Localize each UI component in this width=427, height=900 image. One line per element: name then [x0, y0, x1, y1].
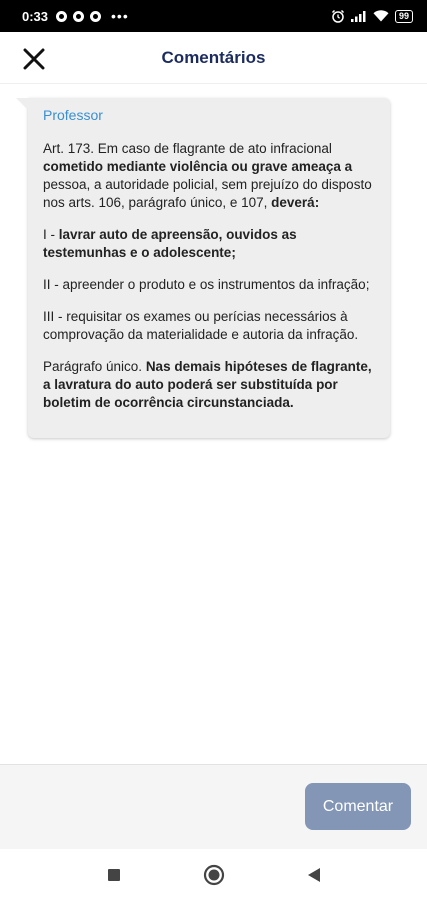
home-circle-icon	[203, 864, 225, 886]
chrome-notification-icon	[90, 11, 101, 22]
comment-bubble	[28, 98, 390, 438]
system-nav-bar	[0, 849, 427, 900]
comment-body	[43, 140, 376, 412]
battery-icon: 99	[395, 10, 413, 23]
recents-button[interactable]	[99, 860, 129, 890]
close-button[interactable]	[18, 43, 50, 75]
recents-square-icon	[107, 868, 121, 882]
comment-text-segment: Art. 173. Em caso de flagrante de ato infracional	[43, 141, 332, 156]
close-icon	[23, 48, 45, 70]
comment-paragraph	[43, 226, 376, 262]
comment-submit-button[interactable]: Comentar	[305, 783, 411, 830]
page-title: Comentários	[161, 47, 266, 67]
wifi-icon	[373, 10, 389, 22]
comment-footer	[0, 764, 427, 849]
status-right	[331, 9, 413, 23]
comment-text-segment: Parágrafo único.	[43, 359, 146, 374]
more-notifications-icon: •••	[111, 8, 129, 24]
comment-text-segment: Nas demais hipóteses de flagrante, a lavratura do auto poderá ser substituída por boletim de ocorrência circunstanciada.	[43, 359, 372, 410]
comment-text-segment: III - requisitar os exames ou perícias necessários à comprovação da materialidade e autoria da infração.	[43, 309, 359, 342]
status-bar	[0, 0, 427, 32]
chrome-notification-icon	[73, 11, 84, 22]
comment-text-segment: I -	[43, 227, 59, 242]
status-time: 0:33	[22, 8, 49, 24]
comment-paragraph	[43, 308, 376, 344]
back-button[interactable]	[299, 860, 329, 890]
comment-text-segment: II - apreender o produto e os instrumentos da infração;	[43, 277, 370, 292]
comment-paragraph	[43, 276, 376, 294]
comment-paragraph	[43, 140, 376, 212]
status-left	[22, 8, 129, 24]
comment-author: Professor	[43, 107, 103, 123]
comment-text-segment: pessoa, a autoridade policial, sem prejuízo do disposto nos arts. 106, parágrafo único, e 107,	[43, 177, 372, 210]
comments-list	[0, 84, 427, 764]
app-bar	[0, 32, 427, 84]
home-button[interactable]	[199, 860, 229, 890]
comment-text-segment: cometido mediante violência ou grave ameaça a	[43, 159, 353, 174]
comment-text-segment: lavrar auto de apreensão, ouvidos as testemunhas e o adolescente;	[43, 227, 297, 260]
comment-text-segment: deverá:	[271, 195, 320, 210]
back-triangle-icon	[307, 867, 321, 883]
chrome-notification-icon	[56, 11, 67, 22]
alarm-icon	[331, 9, 345, 23]
comment-paragraph	[43, 358, 376, 412]
signal-icon	[351, 10, 367, 22]
